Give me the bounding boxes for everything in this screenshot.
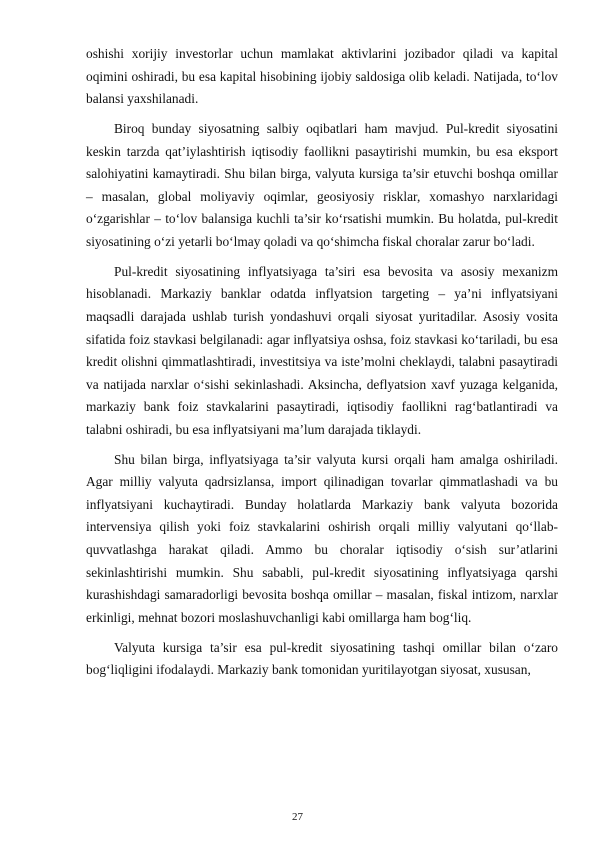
paragraph: Pul-kredit siyosatining inflyatsiyaga ta’siri esa bevosita va asosiy mexanizm hisoblanadi. Markaziy banklar odatda inflyatsion targeting – ya’ni inflyatsiyani maqsadli darajada ushlab turish yondashuvi orqali siyosat yuritadilar. Asosiy vosita sifatida foiz stavkasi belgilanadi: agar inflyatsiya oshsa, foiz stavkasi ko‘tariladi, bu esa kredit olishni qimmatlashtiradi, investitsiya va iste’molni cheklaydi, talabni pasaytiradi va natijada narxlar o‘sishi sekinlashadi. Aksincha, deflyatsion xavf yuzaga kelganida, markaziy bank foiz stavkalarini pasaytiradi, iqtisodiy faollikni rag‘batlantiradi va talabni oshiradi, bu esa inflyatsiyani ma’lum darajada tiklaydi. xyxy=(86,263,558,437)
paragraph: Biroq bunday siyosatning salbiy oqibatlari ham mavjud. Pul-kredit siyosatini keskin tarzda qat’iylashtirish iqtisodiy faollikni pasaytirishi mumkin, bu esa eksport salohiyatini kamaytiradi. Shu bilan birga, valyuta kursiga ta’sir etuvchi boshqa omillar – masalan, global moliyaviy oqimlar, geosiyosiy risklar, xomashyo narxlaridagi o‘zgarishlar – to‘lov balansiga kuchli ta’sir ko‘rsatishi mumkin. Bu holatda, pul-kredit siyosatining o‘zi yetarli bo‘lmay qoladi va qo‘shimcha fiskal choralar zarur bo‘ladi. xyxy=(86,120,558,249)
page-number: 27 xyxy=(292,811,303,823)
body-text xyxy=(86,43,558,689)
paragraph: Valyuta kursiga ta’sir esa pul-kredit siyosatining tashqi omillar bilan o‘zaro bog‘liqligini ifodalaydi. Markaziy bank tomonidan yuritilayotgan siyosat, xususan, xyxy=(86,639,558,678)
paragraph: Shu bilan birga, inflyatsiyaga ta’sir valyuta kursi orqali ham amalga oshiriladi. Agar milliy valyuta qadrsizlansa, import qilinadigan tovarlar qimmatlashadi va bu inflyatsiyani kuchaytiradi. Bunday holatlarda Markaziy bank valyuta bozorida intervensiya qilish yoki foiz stavkalarini oshirish orqali milliy valyutani qo‘llab-quvvatlashga harakat qiladi. Ammo bu choralar iqtisodiy o‘sish sur’atlarini sekinlashtirishi mumkin. Shu sababli, pul-kredit siyosatining inflyatsiyaga qarshi kurashishdagi samaradorligi bevosita boshqa omillar – masalan, fiskal intizom, narxlar erkinligi, mehnat bozori moslashuvchanligi kabi omillarga ham bog‘liq. xyxy=(86,451,558,625)
paragraph-continued: oshishi xorijiy investorlar uchun mamlakat aktivlarini jozibador qiladi va kapital oqimini oshiradi, bu esa kapital hisobining ijobiy saldosiga olib keladi. Natijada, to‘lov balansi yaxshilanadi. xyxy=(86,46,558,107)
